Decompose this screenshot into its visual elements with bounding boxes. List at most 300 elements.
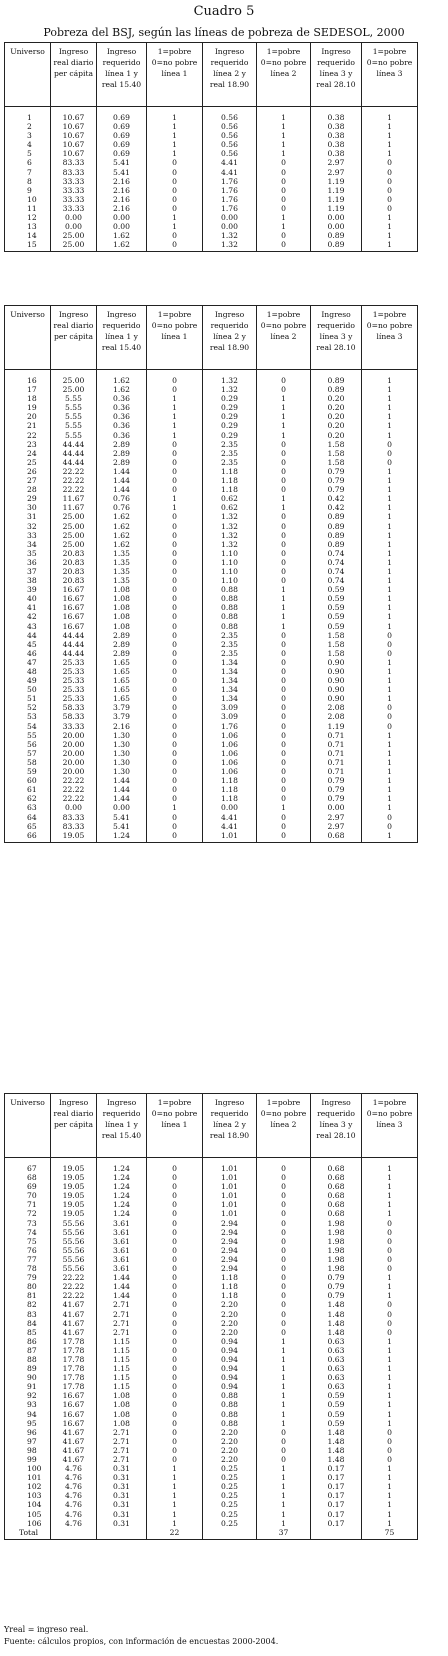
table-cell: 0.88 (203, 1410, 257, 1419)
column-header: 1=pobre 0=no pobre línea 3 (362, 306, 418, 370)
table-cell: 0.59 (311, 1400, 362, 1409)
table-cell: 2.94 (203, 1255, 257, 1264)
table-cell: 16.67 (51, 594, 97, 603)
table-cell: 0 (147, 1300, 203, 1309)
table-row (5, 467, 418, 476)
table-cell: 1.98 (311, 1228, 362, 1237)
table-cell: 20.00 (51, 767, 97, 776)
table-row (5, 822, 418, 831)
table-cell: 0.94 (203, 1337, 257, 1346)
table-row (5, 1319, 418, 1328)
table-cell: 0.63 (311, 1364, 362, 1373)
table-cell: 21 (5, 421, 51, 430)
table-cell: 0.20 (311, 403, 362, 412)
table-cell: 5.55 (51, 412, 97, 421)
table-cell: 1.35 (97, 549, 147, 558)
table-cell: 1 (362, 385, 418, 394)
table-row (5, 403, 418, 412)
table-cell: 20.00 (51, 758, 97, 767)
table-row (5, 131, 418, 140)
table-cell: 1 (257, 1337, 311, 1346)
table-row (5, 431, 418, 440)
table-row (5, 1364, 418, 1373)
table-cell: 0 (257, 703, 311, 712)
table-row (5, 1328, 418, 1337)
table-cell: 0.36 (97, 394, 147, 403)
table-row (5, 240, 418, 252)
table-cell: 105 (5, 1510, 51, 1519)
table-cell: 0 (147, 831, 203, 843)
table-cell: 0.38 (311, 140, 362, 149)
table-cell: 1.65 (97, 685, 147, 694)
table-body (5, 1158, 418, 1540)
table-cell: 42 (5, 612, 51, 621)
table-cell: 0.79 (311, 476, 362, 485)
table-cell: 1 (362, 785, 418, 794)
total-cell (311, 1528, 362, 1540)
table-row (5, 576, 418, 585)
table-cell: 1.32 (203, 376, 257, 385)
table-cell: 0 (257, 385, 311, 394)
table-cell: 0 (257, 158, 311, 167)
table-cell: 2.71 (97, 1437, 147, 1446)
table-cell: 0.00 (97, 222, 147, 231)
table-cell: 55.56 (51, 1237, 97, 1246)
table-cell: 2.08 (311, 703, 362, 712)
table-cell: 0.00 (203, 803, 257, 812)
table-cell: 0.62 (203, 503, 257, 512)
table-cell: 1.10 (203, 567, 257, 576)
table-cell: 0.68 (311, 1173, 362, 1182)
table-cell: 2.16 (97, 204, 147, 213)
table-cell: 0.31 (97, 1491, 147, 1500)
table-cell: 22.22 (51, 467, 97, 476)
table-cell: 16 (5, 376, 51, 385)
table-cell: 17.78 (51, 1364, 97, 1373)
table-cell: 1.44 (97, 485, 147, 494)
table-cell: 1 (362, 758, 418, 767)
table-cell: 0.71 (311, 731, 362, 740)
table-cell: 1.19 (311, 177, 362, 186)
table-cell: 0 (257, 576, 311, 585)
table-cell: 0 (257, 1428, 311, 1437)
footnote-source: Fuente: cálculos propios, con información de encuestas 2000-2004. (4, 1637, 279, 1646)
table-cell: 1 (257, 503, 311, 512)
table-cell: 0 (257, 1246, 311, 1255)
table-cell: 23 (5, 440, 51, 449)
table-cell: 0 (362, 722, 418, 731)
table-row (5, 1191, 418, 1200)
table-cell: 1 (257, 585, 311, 594)
table-cell: 44.44 (51, 631, 97, 640)
table-cell: 1.18 (203, 476, 257, 485)
table-cell: 1 (147, 394, 203, 403)
table-cell: 0.69 (97, 131, 147, 140)
table-cell: 0.56 (203, 122, 257, 131)
table-cell: 1.58 (311, 458, 362, 467)
table-cell: 2.71 (97, 1446, 147, 1455)
table-cell: 0 (147, 776, 203, 785)
table-block-2 (4, 305, 418, 843)
table-cell: 20.83 (51, 576, 97, 585)
table-cell: 0.68 (311, 1182, 362, 1191)
table-cell: 1 (362, 1164, 418, 1173)
table-cell: 4.41 (203, 168, 257, 177)
table-cell: 26 (5, 467, 51, 476)
table-cell: 1.30 (97, 740, 147, 749)
table-cell: 0 (257, 749, 311, 758)
table-cell: 1 (147, 1482, 203, 1491)
table-cell: 0.90 (311, 685, 362, 694)
table-cell: 0.68 (311, 1164, 362, 1173)
table-cell: 1.58 (311, 631, 362, 640)
table-cell: 1 (257, 1382, 311, 1391)
table-cell: 1.34 (203, 667, 257, 676)
table-cell: 0 (147, 1228, 203, 1237)
table-cell: 25.00 (51, 231, 97, 240)
table-cell: 0 (147, 567, 203, 576)
table-cell: 1 (362, 694, 418, 703)
total-label: Total (5, 1528, 51, 1540)
table-cell: 0 (362, 813, 418, 822)
table-cell: 1.48 (311, 1328, 362, 1337)
table-cell: 0.74 (311, 567, 362, 576)
table-cell: 1 (362, 1173, 418, 1182)
column-header: 1=pobre 0=no pobre línea 1 (147, 43, 203, 107)
table-cell: 1 (257, 1500, 311, 1509)
table-cell: 27 (5, 476, 51, 485)
table-cell: 0 (362, 712, 418, 721)
table-cell: 2.20 (203, 1328, 257, 1337)
table-cell: 1.15 (97, 1382, 147, 1391)
table-cell: 0.89 (311, 385, 362, 394)
table-cell: 1 (362, 1491, 418, 1500)
table-cell: 1.32 (203, 512, 257, 521)
table-cell: 1.30 (97, 758, 147, 767)
table-row (5, 758, 418, 767)
table-cell: 41.67 (51, 1446, 97, 1455)
table-cell: 0 (257, 1319, 311, 1328)
table-cell: 0 (147, 1191, 203, 1200)
table-row (5, 731, 418, 740)
table-cell: 0 (257, 1291, 311, 1300)
table-cell: 0 (147, 667, 203, 676)
table-cell: 1 (147, 503, 203, 512)
table-cell: 0 (257, 758, 311, 767)
table-cell: 1 (362, 1482, 418, 1491)
table-cell: 0 (147, 540, 203, 549)
table-cell: 2.71 (97, 1428, 147, 1437)
table-row (5, 1282, 418, 1291)
table-cell: 0.38 (311, 131, 362, 140)
table-cell: 47 (5, 658, 51, 667)
table-cell: 0 (147, 1346, 203, 1355)
table-cell: 1.48 (311, 1446, 362, 1455)
column-header: Universo (5, 43, 51, 107)
table-cell: 84 (5, 1319, 51, 1328)
table-cell: 3.61 (97, 1246, 147, 1255)
table-cell: 2.71 (97, 1455, 147, 1464)
table-row (5, 394, 418, 403)
table-cell: 1.76 (203, 195, 257, 204)
table-row (5, 1182, 418, 1191)
table-cell: 1 (147, 803, 203, 812)
table-cell: 1.76 (203, 722, 257, 731)
table-cell: 0.42 (311, 503, 362, 512)
table-cell: 2.89 (97, 631, 147, 640)
table-cell: 0 (257, 722, 311, 731)
table-cell: 20.00 (51, 731, 97, 740)
table-cell: 0.94 (203, 1373, 257, 1382)
table-cell: 2.35 (203, 640, 257, 649)
table-row (5, 694, 418, 703)
table-cell: 0.89 (311, 522, 362, 531)
table-cell: 1.01 (203, 831, 257, 843)
table-cell: 45 (5, 640, 51, 649)
table-cell: 1.18 (203, 785, 257, 794)
table-row (5, 140, 418, 149)
table-cell: 0 (257, 694, 311, 703)
table-cell: 35 (5, 549, 51, 558)
table-cell: 1 (257, 131, 311, 140)
table-cell: 1 (257, 140, 311, 149)
table-cell: 11.67 (51, 494, 97, 503)
table-cell: 0 (257, 168, 311, 177)
table-row (5, 1291, 418, 1300)
table-cell: 0 (257, 667, 311, 676)
table-cell: 0.25 (203, 1464, 257, 1473)
table-cell: 2.35 (203, 449, 257, 458)
table-cell: 0 (147, 758, 203, 767)
table-cell: 2.16 (97, 195, 147, 204)
table-cell: 2.89 (97, 458, 147, 467)
table-row (5, 1337, 418, 1346)
table-cell: 0 (147, 177, 203, 186)
table-cell: 0.68 (311, 1209, 362, 1218)
table-cell: 0.59 (311, 622, 362, 631)
table-cell: 2.71 (97, 1328, 147, 1337)
table-cell: 51 (5, 694, 51, 703)
table-cell: 0.17 (311, 1491, 362, 1500)
table-cell: 1 (362, 1500, 418, 1509)
table-cell: 0.68 (311, 1200, 362, 1209)
table-cell: 10.67 (51, 122, 97, 131)
table-cell: 1 (362, 503, 418, 512)
table-row (5, 1310, 418, 1319)
table-cell: 0.59 (311, 1419, 362, 1428)
table-cell: 0.17 (311, 1510, 362, 1519)
total-cell (203, 1528, 257, 1540)
table-cell: 0.63 (311, 1355, 362, 1364)
table-cell: 0 (147, 458, 203, 467)
table-cell: 1 (362, 240, 418, 252)
table-cell: 25.33 (51, 667, 97, 676)
table-cell: 0.17 (311, 1482, 362, 1491)
table-row (5, 1209, 418, 1218)
table-row (5, 440, 418, 449)
table-cell: 1.24 (97, 1209, 147, 1218)
table-cell: 0 (147, 1200, 203, 1209)
table-cell: 0 (257, 676, 311, 685)
table-cell: 19.05 (51, 831, 97, 843)
table-cell: 1 (147, 421, 203, 430)
table-cell: 0.00 (97, 213, 147, 222)
table-cell: 13 (5, 222, 51, 231)
table-cell: 1.44 (97, 1291, 147, 1300)
table-cell: 0.94 (203, 1346, 257, 1355)
table-cell: 95 (5, 1419, 51, 1428)
table-cell: 22 (5, 431, 51, 440)
table-cell: 4.76 (51, 1464, 97, 1473)
table-cell: 79 (5, 1273, 51, 1282)
table-row (5, 1228, 418, 1237)
table-cell: 1 (257, 122, 311, 131)
table-cell: 92 (5, 1391, 51, 1400)
table-cell: 1 (147, 113, 203, 122)
table-cell: 0 (257, 567, 311, 576)
table-cell: 0 (362, 1310, 418, 1319)
table-cell: 83.33 (51, 158, 97, 167)
table-cell: 3.61 (97, 1237, 147, 1246)
table-cell: 1.32 (203, 540, 257, 549)
table-cell: 0 (257, 186, 311, 195)
table-cell: 14 (5, 231, 51, 240)
table-cell: 1 (362, 531, 418, 540)
table-cell: 19.05 (51, 1164, 97, 1173)
table-cell: 2.08 (311, 712, 362, 721)
table-cell: 1.19 (311, 186, 362, 195)
table-cell: 1 (257, 1355, 311, 1364)
table-cell: 0.56 (203, 131, 257, 140)
table-row (5, 1255, 418, 1264)
table-cell: 0 (147, 385, 203, 394)
table-cell: 1 (257, 803, 311, 812)
table-cell: 16.67 (51, 603, 97, 612)
table-cell: 58 (5, 758, 51, 767)
table-cell: 1 (147, 1473, 203, 1482)
table-cell: 94 (5, 1410, 51, 1419)
table-row (5, 1400, 418, 1409)
table-cell: 33.33 (51, 204, 97, 213)
table-cell: 0 (362, 195, 418, 204)
table-cell: 2.71 (97, 1310, 147, 1319)
table-cell: 0 (362, 822, 418, 831)
table-cell: 1.65 (97, 658, 147, 667)
table-cell: 0 (147, 1400, 203, 1409)
table-cell: 0 (362, 703, 418, 712)
table-cell: 1 (362, 740, 418, 749)
table-row (5, 1164, 418, 1173)
table-cell: 3.61 (97, 1255, 147, 1264)
table-cell: 0 (147, 676, 203, 685)
table-cell: 1.65 (97, 667, 147, 676)
table-cell: 0.69 (97, 149, 147, 158)
table-row (5, 767, 418, 776)
table-cell: 1.62 (97, 385, 147, 394)
column-header: Ingreso real diario per cápita (51, 1094, 97, 1158)
table-cell: 22.22 (51, 1273, 97, 1282)
table-cell: 1.06 (203, 740, 257, 749)
table-cell: 0.31 (97, 1519, 147, 1528)
table-cell: 52 (5, 703, 51, 712)
table-cell: 1 (362, 831, 418, 843)
table-cell: 1 (362, 767, 418, 776)
table-cell: 0 (257, 631, 311, 640)
table-cell: 0 (147, 631, 203, 640)
table-row (5, 1410, 418, 1419)
table-cell: 25 (5, 458, 51, 467)
table-cell: 1.98 (311, 1255, 362, 1264)
table-cell: 1 (362, 667, 418, 676)
table-cell: 1.44 (97, 467, 147, 476)
table-cell: 0 (257, 813, 311, 822)
table-cell: 0.71 (311, 740, 362, 749)
table-cell: 0.69 (97, 122, 147, 131)
table-cell: 1.48 (311, 1455, 362, 1464)
table-row (5, 1382, 418, 1391)
table-cell: 25.33 (51, 694, 97, 703)
table-cell: 1.19 (311, 195, 362, 204)
table-cell: 2.16 (97, 722, 147, 731)
table-cell: 0 (362, 1437, 418, 1446)
table-cell: 0.94 (203, 1355, 257, 1364)
table-row (5, 558, 418, 567)
table-cell: 36 (5, 558, 51, 567)
column-header: 1=pobre 0=no pobre línea 3 (362, 43, 418, 107)
table-cell: 0 (257, 440, 311, 449)
table-cell: 0 (362, 631, 418, 640)
table-row (5, 740, 418, 749)
table-cell: 1 (362, 1364, 418, 1373)
table-cell: 1 (257, 431, 311, 440)
table-cell: 1.44 (97, 794, 147, 803)
table-cell: 0 (147, 1291, 203, 1300)
table-cell: 46 (5, 649, 51, 658)
table-row (5, 168, 418, 177)
table-cell: 63 (5, 803, 51, 812)
table-cell: 19.05 (51, 1209, 97, 1218)
table-cell: 0 (147, 549, 203, 558)
table-cell: 1 (147, 1519, 203, 1528)
table-cell: 0 (147, 1319, 203, 1328)
table-cell: 2.94 (203, 1246, 257, 1255)
table-cell: 1 (362, 540, 418, 549)
table-cell: 0 (257, 1200, 311, 1209)
table-cell: 77 (5, 1255, 51, 1264)
table-row (5, 631, 418, 640)
table-cell: 0 (147, 186, 203, 195)
table-cell: 55.56 (51, 1246, 97, 1255)
table-cell: 3.09 (203, 703, 257, 712)
table-cell: 1 (362, 113, 418, 122)
table-cell: 1.58 (311, 449, 362, 458)
table-cell: 1 (257, 1373, 311, 1382)
table-cell: 11.67 (51, 503, 97, 512)
table-cell: 1.06 (203, 749, 257, 758)
table-row (5, 494, 418, 503)
table-cell: 1.08 (97, 1400, 147, 1409)
table-cell: 0 (147, 1373, 203, 1382)
table-row (5, 1173, 418, 1182)
table-cell: 43 (5, 622, 51, 631)
table-cell: 0 (257, 458, 311, 467)
table-cell: 0.63 (311, 1373, 362, 1382)
table-cell: 1.44 (97, 776, 147, 785)
table-cell: 0.00 (51, 803, 97, 812)
table-cell: 0.69 (97, 140, 147, 149)
table-cell: 0.71 (311, 767, 362, 776)
table-row (5, 1510, 418, 1519)
